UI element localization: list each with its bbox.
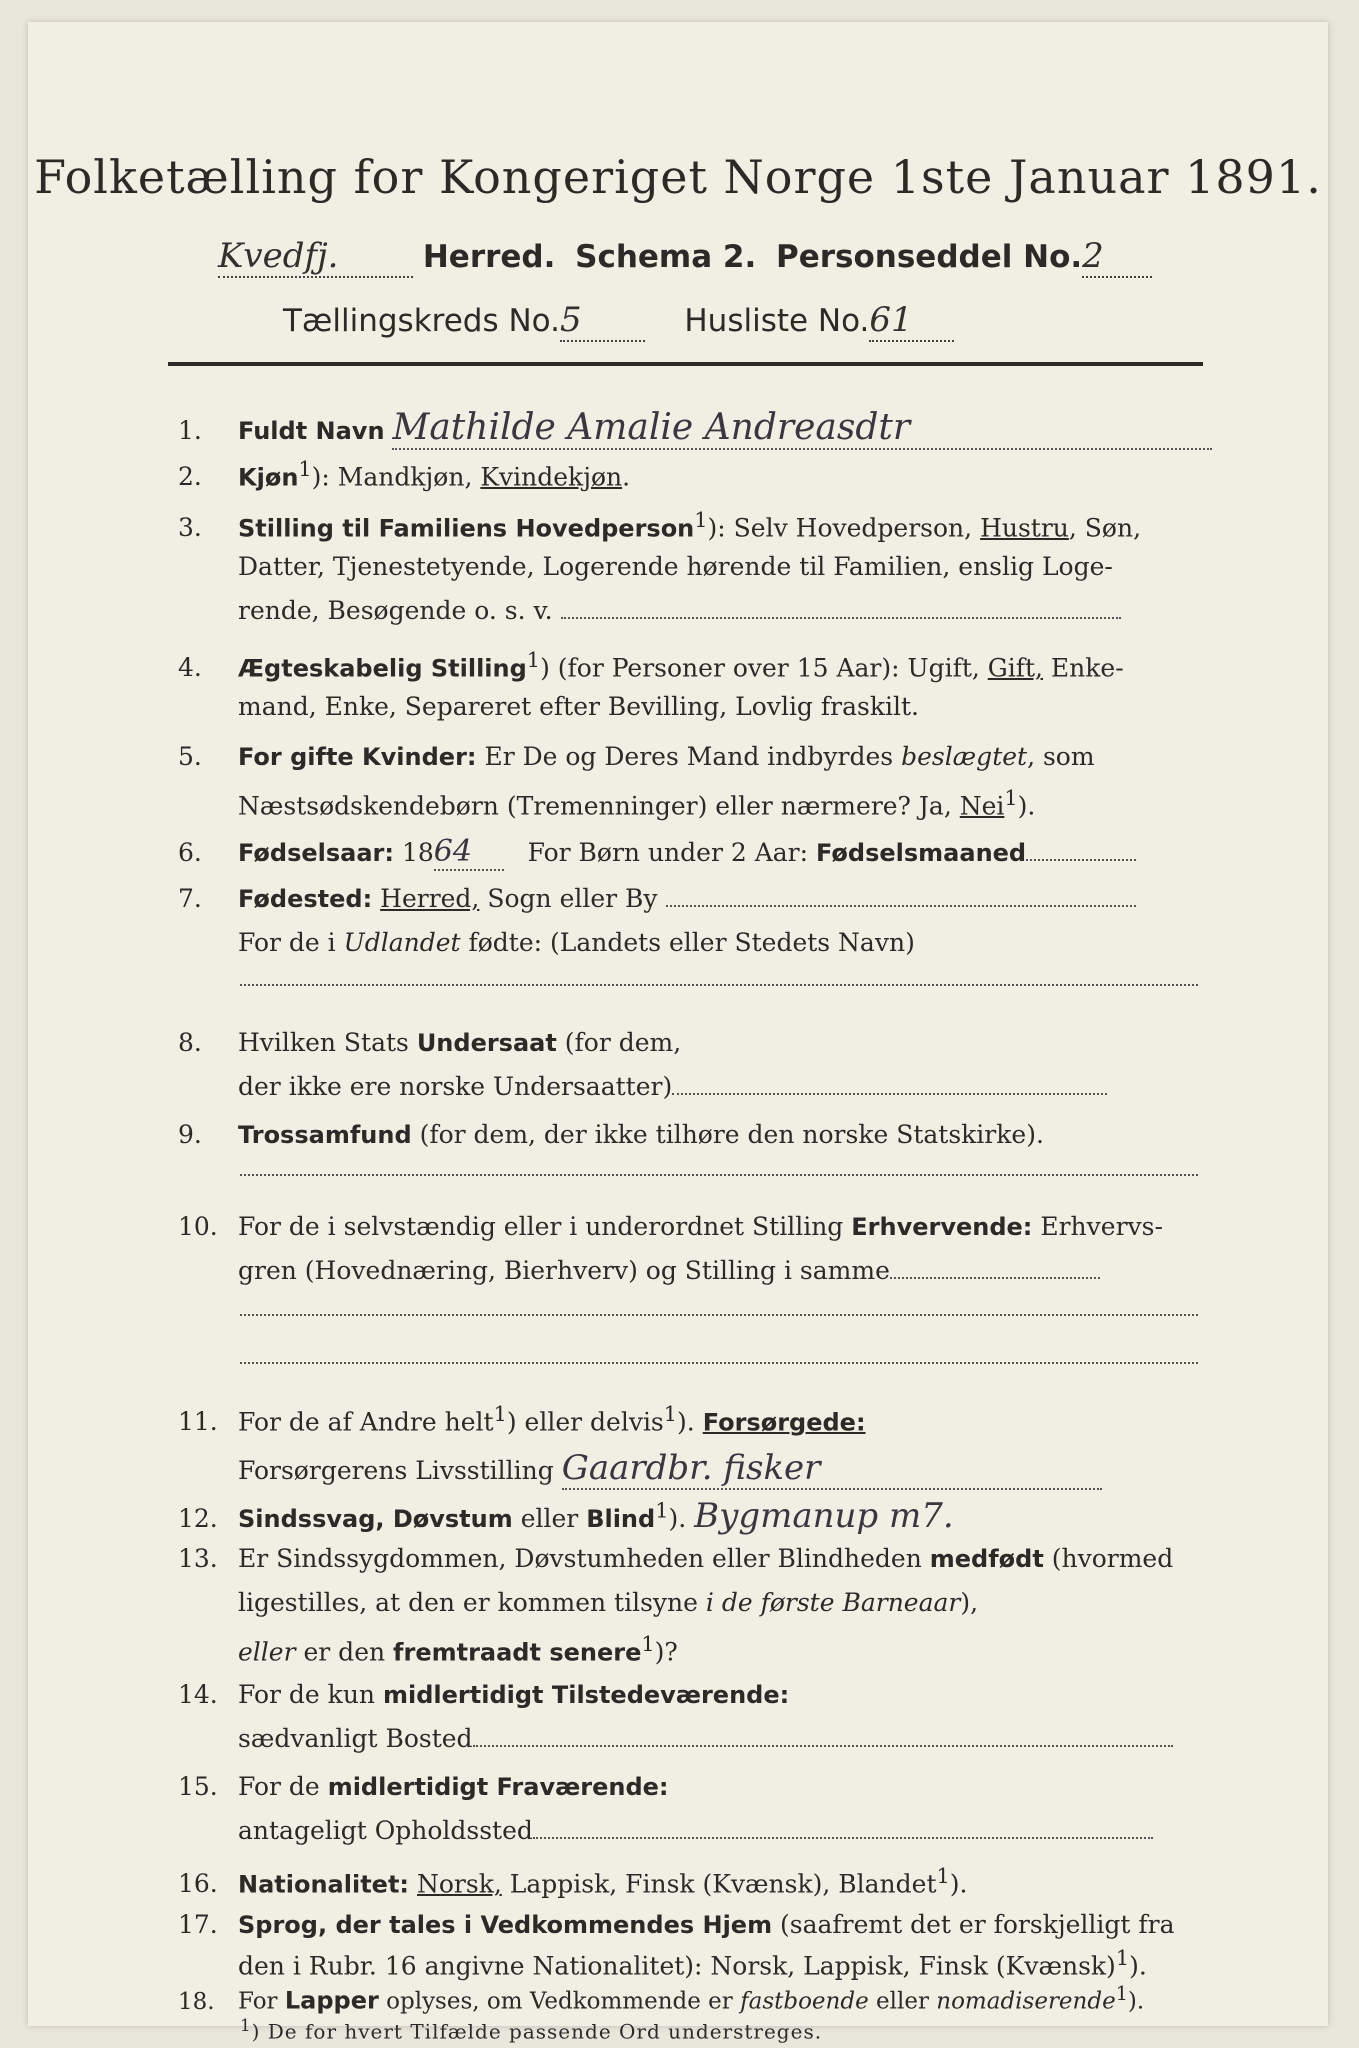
q11-row [178, 1402, 866, 1436]
q13-line2-italic: i de første Barneaar [705, 1588, 961, 1617]
q10-text: For de i selvstændig eller i underordnet Stilling [238, 1212, 852, 1241]
footnote-mark: 1 [240, 2016, 252, 2035]
q8-number: 8. [178, 1028, 202, 1057]
herred-value: Kvedfj. [218, 236, 339, 276]
q5-line2 [238, 786, 1035, 820]
q12-value: Bygmanup m7. [694, 1496, 954, 1536]
q12-bold2: Blind [586, 1505, 656, 1533]
kreds-value: 5 [559, 300, 582, 340]
q10-row [178, 1212, 1163, 1241]
q5-selected: Nei [959, 791, 1005, 821]
q18-text: For [238, 1988, 285, 2015]
q11-close: ). [677, 1407, 695, 1437]
q17-row [178, 1910, 1175, 1939]
q8-row [178, 1028, 681, 1057]
q2-selected: Kvindekjøn [480, 462, 623, 492]
q14-line2 [238, 1724, 1173, 1753]
q5-row [178, 742, 1095, 771]
q3-line3-text: rende, Besøgende o. s. v. [238, 596, 553, 625]
q11-text: For de af Andre helt [238, 1407, 494, 1437]
q14-bold: midlertidigt Tilstedeværende: [382, 1681, 790, 1709]
q15-number: 15. [178, 1772, 218, 1801]
q14-row [178, 1680, 789, 1709]
q13-line3-bold: fremtraadt senere [393, 1638, 642, 1667]
q17-bold: Sprog, der tales i Vedkommendes Hjem [238, 1911, 773, 1939]
q13-text: Er Sindssygdommen, Døvstumheden eller Blindheden [238, 1544, 930, 1573]
q9-row [178, 1120, 1044, 1149]
q5-close: ). [1017, 791, 1036, 821]
header-rule [168, 362, 1203, 366]
q9-bold: Trossamfund [238, 1121, 412, 1149]
q7-number: 7. [178, 884, 202, 913]
q3-footnote-mark: 1 [694, 508, 708, 532]
q14-number: 14. [178, 1680, 218, 1709]
q14-line2-text: sædvanligt Bosted [238, 1724, 473, 1753]
q16-text: Lappisk, Finsk (Kvænsk), Blandet [501, 1869, 937, 1899]
q5-number: 5. [178, 742, 202, 771]
personseddel-label: Personseddel No. [776, 239, 1083, 275]
q7-line2-end: fødte: (Landets eller Stedets Navn) [460, 928, 915, 957]
q17-text: (saafremt det er forskjelligt fra [772, 1910, 1175, 1939]
q16-row [178, 1864, 967, 1898]
form-title: Folketælling for Kongeriget Norge 1ste Januar 1891. [34, 150, 1322, 204]
q2-row [178, 457, 630, 491]
footnote-text: ) De for hvert Tilfælde passende Ord understreges. [251, 2019, 823, 2044]
census-form [28, 22, 1328, 2026]
q8-line2-text: der ikke ere norske Undersaatter) [238, 1072, 673, 1101]
q9-blank-line [240, 1174, 1198, 1176]
q9-text: (for dem, der ikke tilhøre den norske Statskirke). [411, 1120, 1044, 1149]
personseddel-value: 2 [1082, 236, 1104, 276]
q3-line2: Datter, Tjenestetyende, Logerende hørende til Familien, enslig Loge- [238, 552, 1113, 581]
q3-text-end: , Søn, [1068, 513, 1142, 543]
q5-text-end: , som [1027, 742, 1095, 771]
q1-value: Mathilde Amalie Andreasdtr [392, 407, 911, 448]
q8-text-end: (for dem, [556, 1028, 682, 1057]
q3-selected: Hustru [980, 513, 1069, 543]
husliste-label: Husliste No. [684, 303, 870, 339]
q17-number: 17. [178, 1910, 218, 1939]
q13-line3-end: )? [654, 1637, 678, 1667]
q13-row [178, 1544, 1173, 1573]
q11-value: Gaardbr. fisker [561, 1448, 821, 1488]
q6-value: 64 [433, 834, 472, 869]
q13-line2-text: ligestilles, at den er kommen tilsyne [238, 1588, 706, 1617]
kreds-label: Tællingskreds No. [283, 303, 560, 339]
q6-mid: For Børn under 2 Aar: [527, 838, 816, 867]
q5-line2-text: Næstsødskendebørn (Tremenninger) eller nærmere? Ja, [238, 791, 960, 821]
q4-row [178, 648, 1124, 682]
q2-number: 2. [178, 462, 202, 492]
q2-label: Kjøn [238, 463, 299, 492]
q11-footnote-mark-1: 1 [493, 1402, 507, 1426]
q13-bold: medfødt [929, 1545, 1044, 1573]
q10-line2-text: gren (Hovednæring, Bierhverv) og Stilling i samme [238, 1256, 890, 1285]
kreds-row [283, 300, 954, 342]
q15-line2 [238, 1816, 1153, 1845]
q7-line2-italic: Udlandet [343, 928, 461, 957]
q11-text-2: ) eller delvis [506, 1407, 664, 1437]
q6-label: Fødselsaar: [238, 839, 394, 867]
q15-line2-text: antageligt Opholdssted [238, 1816, 533, 1845]
q17-close: ). [1129, 1951, 1147, 1981]
q4-line2: mand, Enke, Separeret efter Bevilling, Lovlig fraskilt. [238, 692, 919, 721]
q2-text: ): Mandkjøn, [311, 462, 481, 492]
q16-number: 16. [178, 1869, 218, 1899]
q4-label: Ægteskabelig Stilling [238, 654, 527, 683]
q4-text: ) (for Personer over 15 Aar): Ugift, [540, 653, 988, 683]
husliste-value: 61 [869, 300, 913, 340]
q18-close: ). [1127, 1988, 1145, 2015]
q13-line2 [238, 1588, 978, 1617]
q3-text: ): Selv Hovedperson, [707, 513, 981, 543]
q10-line2 [238, 1256, 1100, 1285]
q18-italic-1: fastboende [740, 1988, 869, 2015]
q18-text-2: oplyses, om Vedkommende er [378, 1988, 741, 2015]
q13-footnote-mark: 1 [641, 1632, 655, 1656]
q11-bold: Forsørgede: [702, 1408, 866, 1437]
q4-footnote-mark: 1 [526, 648, 541, 672]
q8-bold: Undersaat [416, 1029, 557, 1057]
herred-row [218, 236, 1152, 278]
q13-line3-italic: eller [238, 1637, 296, 1667]
q12-bold: Sindssvag, Døvstum [238, 1505, 513, 1533]
q12-row [178, 1496, 954, 1536]
q18-italic-2: nomadiserende [936, 1988, 1116, 2015]
q5-text: Er De og Deres Mand indbyrdes [476, 742, 902, 771]
q6-row [178, 834, 1136, 871]
q17-footnote-mark: 1 [1115, 1946, 1130, 1970]
q15-text: For de [238, 1772, 328, 1801]
q12-footnote-mark: 1 [655, 1498, 669, 1523]
q18-text-3: eller [868, 1988, 937, 2015]
q12-number: 12. [178, 1504, 218, 1533]
footnote [240, 2016, 822, 2044]
q11-number: 11. [178, 1407, 218, 1437]
q7-line2 [238, 928, 915, 957]
q10-number: 10. [178, 1212, 218, 1241]
q3-row [178, 508, 1141, 542]
q16-close: ). [949, 1869, 968, 1899]
q6-label2: Fødselsmaaned [816, 839, 1027, 867]
q16-selected: Norsk, [416, 1869, 502, 1899]
q10-blank-line-1 [240, 1314, 1198, 1316]
q18-number: 18. [178, 1988, 215, 2015]
q5-footnote-mark: 1 [1004, 786, 1018, 810]
q15-row [178, 1772, 669, 1801]
q10-text-end: Erhvervs- [1032, 1212, 1163, 1241]
q7-blank-line [240, 984, 1198, 986]
q4-selected: Gift, [987, 653, 1043, 683]
q11-footnote-mark-2: 1 [663, 1402, 678, 1426]
q12-text: eller [512, 1504, 587, 1533]
q18-bold: Lapper [284, 1986, 379, 2015]
q7-text: Sogn eller By [479, 884, 658, 913]
q8-line2 [238, 1072, 1107, 1101]
q6-prefix: 18 [394, 838, 434, 867]
q4-number: 4. [178, 653, 202, 683]
q17-line2 [238, 1946, 1147, 1980]
q6-number: 6. [178, 838, 202, 867]
q12-close: ). [668, 1504, 687, 1533]
q16-bold: Nationalitet: [238, 1870, 410, 1899]
q5-label: For gifte Kvinder: [238, 743, 477, 771]
q18-row [178, 1982, 1144, 2015]
q11-line2 [238, 1448, 1102, 1490]
q13-text-end: (hvormed [1043, 1544, 1174, 1573]
q17-line2-text: den i Rubr. 16 angivne Nationalitet): Norsk, Lappisk, Finsk (Kvænsk) [238, 1951, 1116, 1981]
q1-row [178, 407, 1212, 450]
q15-bold: midlertidigt Fraværende: [327, 1773, 669, 1801]
q7-selected: Herred, [380, 884, 480, 913]
q11-line2-text: Forsørgerens Livsstilling [238, 1456, 554, 1485]
q7-row [178, 884, 1136, 913]
q8-text: Hvilken Stats [238, 1028, 417, 1057]
q3-number: 3. [178, 513, 202, 543]
q1-label: Fuldt Navn [238, 417, 385, 445]
q13-line3 [238, 1632, 678, 1666]
q1-number: 1. [178, 416, 202, 445]
q3-line3 [238, 596, 1121, 625]
q7-label: Fødested: [238, 885, 373, 913]
q10-bold: Erhvervende: [851, 1213, 1033, 1241]
q16-footnote-mark: 1 [936, 1864, 950, 1888]
q13-number: 13. [178, 1544, 218, 1573]
q18-footnote-mark: 1 [1115, 1982, 1128, 2005]
q13-line2-end: ), [960, 1588, 979, 1617]
q7-line2-text: For de i [238, 928, 344, 957]
q10-blank-line-2 [240, 1362, 1198, 1364]
q9-number: 9. [178, 1120, 202, 1149]
q4-text-end: Enke- [1042, 653, 1124, 683]
schema-label: Schema 2. [575, 239, 757, 275]
q3-label: Stilling til Familiens Hovedperson [238, 514, 695, 543]
q14-text: For de kun [238, 1680, 383, 1709]
herred-label: Herred. [422, 239, 556, 275]
q5-italic: beslægtet [901, 742, 1028, 771]
q2-footnote-mark: 1 [298, 457, 312, 481]
q13-line3-text: er den [295, 1637, 394, 1667]
q2-text-end: . [622, 462, 631, 492]
